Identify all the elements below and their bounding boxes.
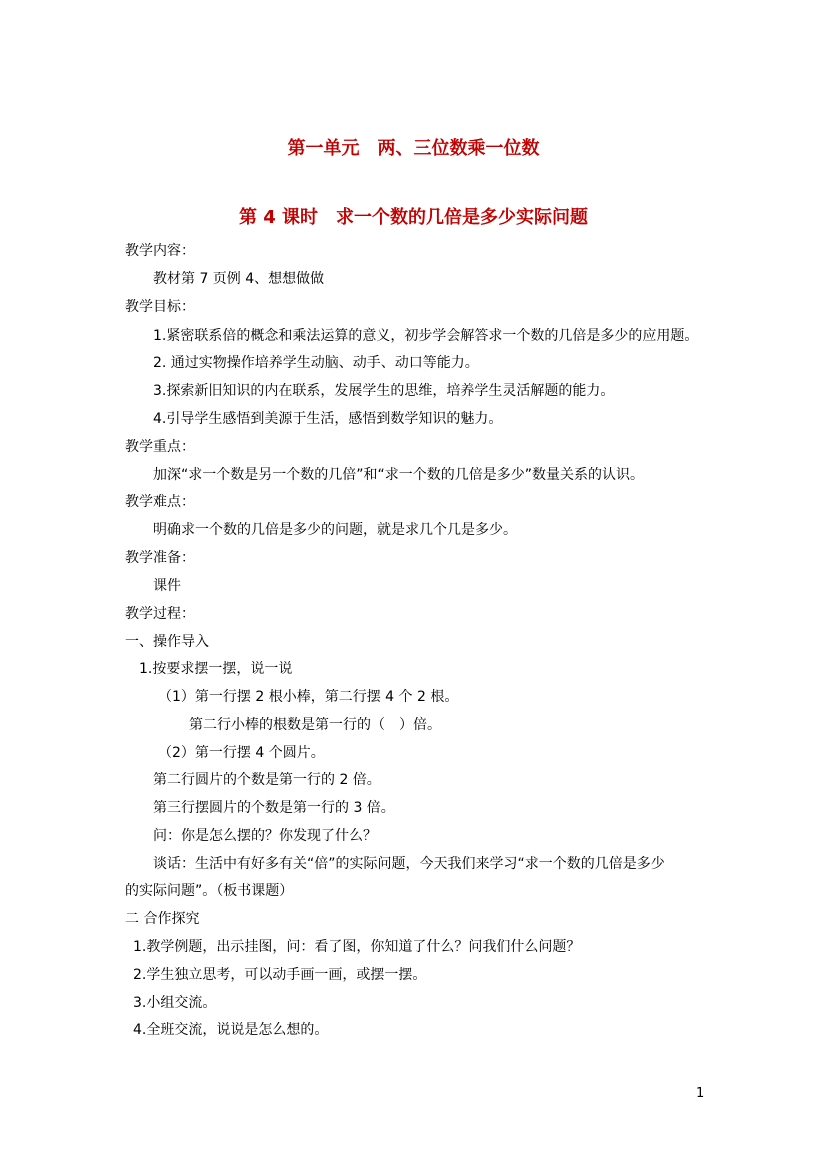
sub-item: （2）第一行摆 4 个圆片。 [158,745,325,761]
goal-item-2: 2. 通过实物操作培养学生动脑、动手、动口等能力。 [153,355,479,371]
goal-item-4: 4.引导学生感悟到美源于生活，感悟到数学知识的魅力。 [153,411,503,427]
section-heading-key-points: 教学重点： [125,439,195,455]
body-line: 加深“求一个数是另一个数的几倍”和“求一个数的几倍是多少”数量关系的认识。 [153,467,645,483]
body-line: 第三行摆圆片的个数是第一行的 3 倍。 [153,800,395,816]
body-line: 明确求一个数的几倍是多少的问题，就是求几个几是多少。 [153,522,517,538]
body-line: 的实际问题”。（板书课题） [125,883,294,899]
body-line: 第二行小棒的根数是第一行的（ ）倍。 [189,717,441,733]
section-heading-preparation: 教学准备： [125,550,195,566]
body-line: 第二行圆片的个数是第一行的 2 倍。 [153,772,381,788]
body-line: 教材第 7 页例 4、想想做做 [153,271,325,287]
section-heading-content: 教学内容： [125,243,195,259]
body-line: 谈话：生活中有好多有关“倍”的实际问题，今天我们来学习“求一个数的几倍是多少 [153,856,665,872]
section-heading-goals: 教学目标： [125,299,195,315]
step-item: 2.学生独立思考，可以动手画一画，或摆一摆。 [133,967,427,983]
unit-title: 第一单元 两、三位数乘一位数 [287,138,540,159]
step-item: 4.全班交流，说说是怎么想的。 [133,1022,329,1038]
step-item: 1.按要求摆一摆，说一说 [139,661,293,677]
goal-item-3: 3.探索新旧知识的内在联系，发展学生的思维，培养学生灵活解题的能力。 [153,383,615,399]
lesson-title: 第 4 课时 求一个数的几倍是多少实际问题 [238,207,589,228]
body-line: 问：你是怎么摆的？你发现了什么？ [153,828,377,844]
part-heading-1: 一、操作导入 [125,634,209,650]
part-heading-2: 二 合作探究 [125,911,200,927]
sub-item: （1）第一行摆 2 根小棒，第二行摆 4 个 2 根。 [158,689,459,705]
section-heading-process: 教学过程： [125,606,195,622]
step-item: 3.小组交流。 [133,995,217,1011]
step-item: 1.教学例题，出示挂图，问：看了图，你知道了什么？问我们什么问题？ [133,939,581,955]
body-line: 课件 [153,578,181,594]
page-number: 1 [696,1086,705,1101]
section-heading-difficulties: 教学难点： [125,494,195,510]
goal-item-1: 1.紧密联系倍的概念和乘法运算的意义，初步学会解答求一个数的几倍是多少的应用题。 [153,328,699,344]
